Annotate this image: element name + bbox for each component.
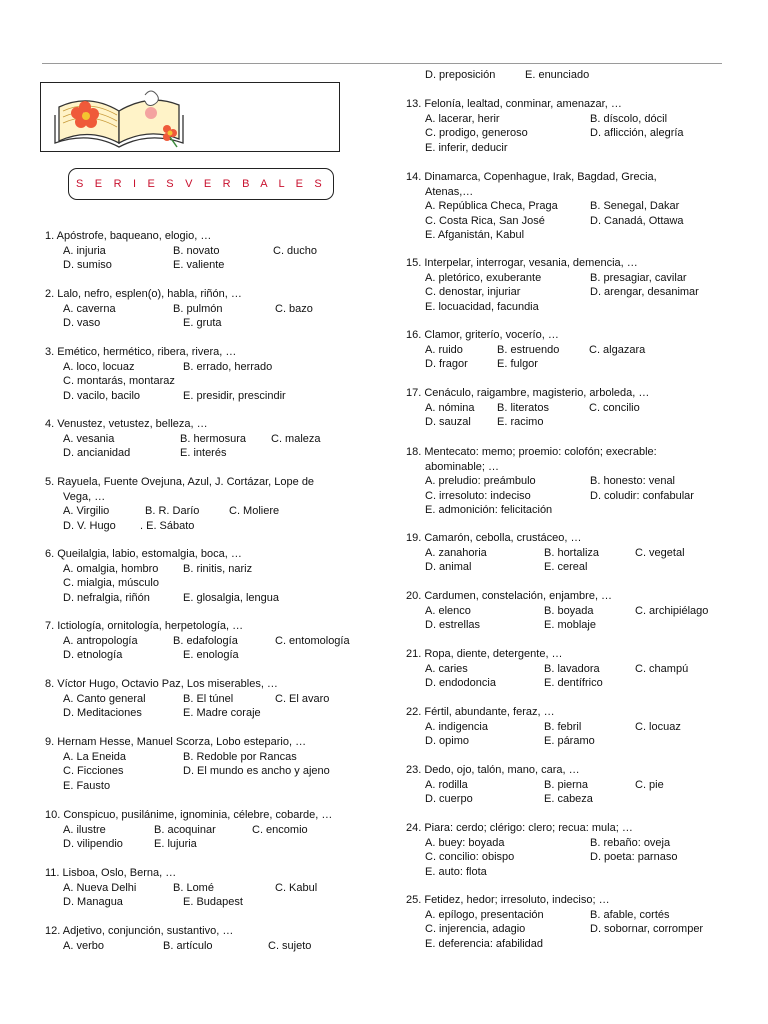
answer-option: D. aflicción, alegría: [590, 127, 684, 139]
answer-option: E. racimo: [497, 416, 544, 428]
answer-option: B. acoquinar: [154, 823, 216, 836]
answer-option: E. presidir, prescindir: [183, 389, 286, 402]
answer-option: A. caverna: [63, 302, 116, 315]
top-rule: [42, 63, 722, 64]
answer-option: B. pulmón: [173, 302, 223, 315]
question-stem: 2. Lalo, nefro, esplen(o), habla, riñón, …: [45, 288, 242, 300]
answer-option: D. preposición: [425, 69, 496, 81]
question-stem-continued: abominable; …: [425, 460, 499, 473]
question-stem: 21. Ropa, diente, detergente, …: [406, 648, 563, 660]
answer-option: B. artículo: [163, 939, 213, 952]
answer-option: B. pierna: [544, 778, 589, 791]
answer-option: A. ilustre: [63, 823, 106, 836]
answer-option: B. boyada: [544, 604, 594, 617]
answer-option: B. afable, cortés: [590, 908, 670, 921]
answer-option: C. concilio: obispo: [425, 851, 515, 863]
question-stem: 7. Ictiología, ornitología, herpetología, …: [45, 620, 244, 632]
answer-option: D. poeta: parnaso: [590, 851, 678, 863]
question-stem: 25. Fetidez, hedor; irresoluto, indeciso; …: [406, 894, 610, 906]
answer-option: B. lavadora: [544, 662, 600, 675]
answer-option: D. vacilo, bacilo: [63, 389, 141, 402]
question-stem: 10. Conspicuo, pusilánime, ignominia, célebre, cobarde, …: [45, 809, 333, 821]
answer-option: A. rodilla: [425, 778, 468, 791]
answer-option: E. admonición: felicitación: [425, 504, 553, 516]
answer-option: E. cabeza: [544, 793, 593, 805]
answer-option: E. fulgor: [497, 358, 538, 370]
answer-option: A. Canto general: [63, 692, 146, 705]
answer-option: D. arengar, desanimar: [590, 286, 699, 298]
answer-option: E. interés: [180, 447, 227, 459]
answer-option: B. Redoble por Rancas: [183, 750, 297, 763]
question-stem: 19. Camarón, cebolla, crustáceo, …: [406, 532, 582, 544]
question-stem: 23. Dedo, ojo, talón, mano, cara, …: [406, 764, 580, 776]
answer-option: C. sujeto: [268, 939, 312, 952]
answer-option: E. dentífrico: [544, 677, 603, 689]
question-stem: 8. Víctor Hugo, Octavio Paz, Los miserables, …: [45, 678, 278, 690]
answer-option: B. Lomé: [173, 881, 214, 894]
question-stem: 9. Hernam Hesse, Manuel Scorza, Lobo estepario, …: [45, 736, 307, 748]
answer-option: D. endodoncia: [425, 677, 496, 689]
question-stem: 1. Apóstrofe, baqueano, elogio, …: [45, 230, 212, 242]
answer-option: D. El mundo es ancho y ajeno: [183, 765, 330, 777]
answer-option: A. nómina: [425, 401, 475, 414]
answer-option: D. estrellas: [425, 619, 481, 631]
answer-option: D. ancianidad: [63, 447, 131, 459]
answer-option: C. vegetal: [635, 546, 685, 559]
answer-option: E. enología: [183, 649, 239, 661]
answer-option: B. edafología: [173, 634, 238, 647]
answer-option: A. La Eneida: [63, 750, 126, 763]
question-stem: 3. Emético, hermético, ribera, rivera, …: [45, 346, 237, 358]
answer-option: A. elenco: [425, 604, 471, 617]
answer-option: E. lujuria: [154, 838, 197, 850]
answer-option: D. etnología: [63, 649, 123, 661]
answer-option: C. Costa Rica, San José: [425, 214, 545, 227]
question-stem: 5. Rayuela, Fuente Ovejuna, Azul, J. Cortázar, Lope de: [45, 476, 315, 488]
answer-option: B. novato: [173, 244, 220, 257]
answer-option: A. vesania: [63, 432, 115, 445]
answer-option: C. maleza: [271, 432, 321, 445]
answer-option: B. errado, herrado: [183, 360, 273, 373]
answer-option: C. archipiélago: [635, 604, 709, 617]
answer-option: E. auto: flota: [425, 865, 487, 878]
answer-option: D. opimo: [425, 735, 470, 747]
answer-option: C. pie: [635, 778, 664, 791]
answer-option: A. República Checa, Praga: [425, 200, 558, 212]
answer-option: E. Budapest: [183, 896, 243, 908]
answer-option: B. literatos: [497, 401, 549, 414]
question-stem: 22. Fértil, abundante, feraz, …: [406, 706, 555, 718]
question-stem: 24. Piara: cerdo; clérigo: clero; recua: mula; …: [406, 822, 633, 834]
page-title: S E R I E S V E R B A L E S: [76, 178, 326, 190]
answer-option: E. cereal: [544, 561, 588, 573]
answer-option: E. moblaje: [544, 619, 596, 631]
answer-option: D. coludir: confabular: [590, 489, 694, 502]
answer-option: C. prodigo, generoso: [425, 127, 528, 139]
answer-option: D. V. Hugo: [63, 519, 116, 532]
answer-option: C. El avaro: [275, 692, 330, 705]
answer-option: D. animal: [425, 561, 472, 573]
answer-option: A. buey: boyada: [425, 836, 505, 849]
question-stem: 4. Venustez, vetustez, belleza, …: [45, 418, 208, 430]
answer-option: A. preludio: preámbulo: [425, 475, 536, 487]
answer-option: A. epílogo, presentación: [425, 908, 544, 921]
answer-option: E. gruta: [183, 317, 222, 329]
answer-option: B. febril: [544, 720, 582, 733]
answer-option: C. encomio: [252, 823, 308, 836]
answer-option: C. bazo: [275, 302, 313, 315]
answer-option: A. verbo: [63, 939, 104, 952]
answer-option: E. inferir, deducir: [425, 141, 508, 154]
answer-option: A. ruido: [425, 343, 463, 356]
answer-option: A. indigencia: [425, 720, 488, 733]
answer-option: B. presagiar, cavilar: [590, 271, 687, 284]
answer-option: B. díscolo, dócil: [590, 112, 668, 125]
question-stem: 14. Dinamarca, Copenhague, Irak, Bagdad, Grecia,: [406, 171, 657, 183]
answer-option: C. Moliere: [229, 505, 280, 517]
answer-option: E. glosalgia, lengua: [183, 591, 280, 604]
answer-option: B. hortaliza: [544, 546, 600, 559]
answer-option: A. antropología: [63, 634, 138, 647]
question-stem: 6. Queilalgia, labio, estomalgia, boca, …: [45, 548, 242, 560]
question-stem: 20. Cardumen, constelación, enjambre, …: [406, 590, 613, 602]
answer-option: D. Managua: [63, 896, 123, 908]
answer-option: E. Afganistán, Kabul: [425, 229, 525, 241]
answer-option: D. fragor: [425, 358, 468, 370]
question-stem: 15. Interpelar, interrogar, vesania, demencia, …: [406, 257, 638, 269]
question-stem: 13. Felonía, lealtad, conminar, amenazar, …: [406, 98, 622, 110]
answer-option: B. El túnel: [183, 692, 234, 705]
answer-option: B. Senegal, Dakar: [590, 200, 680, 212]
answer-option: C. Ficciones: [63, 765, 124, 777]
answer-option: C. champú: [635, 662, 689, 675]
answer-option: D. sauzal: [425, 416, 471, 428]
question-stem: 12. Adjetivo, conjunción, sustantivo, …: [45, 925, 234, 937]
question-stem: 16. Clamor, griterío, vocerío, …: [406, 329, 559, 341]
question-stem: 18. Mentecato: memo; proemio: colofón; execrable:: [406, 446, 657, 458]
answer-option: C. entomología: [275, 634, 350, 647]
answer-option: E. deferencia: afabilidad: [425, 937, 544, 950]
answer-option: A. omalgia, hombro: [63, 562, 159, 575]
question-stem: 17. Cenáculo, raigambre, magisterio, arboleda, …: [406, 387, 650, 399]
answer-option: E. páramo: [544, 735, 595, 747]
answer-option: B. hermosura: [180, 432, 247, 445]
answer-option: B. rebaño: oveja: [590, 836, 671, 849]
title-box: [68, 168, 334, 200]
answer-option: D. sumiso: [63, 259, 112, 271]
question-stem: 11. Lisboa, Oslo, Berna, …: [45, 867, 177, 879]
answer-option: C. locuaz: [635, 720, 681, 733]
answer-option: D. Canadá, Ottawa: [590, 214, 684, 227]
answer-option: B. honesto: venal: [590, 475, 676, 487]
answer-option: C. denostar, injuriar: [425, 286, 521, 298]
answer-option: C. injerencia, adagio: [425, 923, 526, 935]
answer-option: A. caries: [425, 662, 468, 675]
answer-option: D. vilipendio: [63, 838, 123, 850]
answer-option: A. injuria: [63, 244, 106, 257]
answer-option: B. rinitis, nariz: [183, 562, 253, 575]
answer-option: E. Fausto: [63, 779, 111, 792]
answer-option: D. cuerpo: [425, 793, 473, 805]
answer-option: C. montarás, montaraz: [63, 375, 175, 387]
answer-option: A. pletórico, exuberante: [425, 271, 542, 284]
question-stem-continued: Vega, …: [63, 490, 106, 503]
question-stem-continued: Atenas,…: [425, 185, 474, 198]
answer-option: E. Madre coraje: [183, 707, 261, 719]
answer-option: B. estruendo: [497, 343, 560, 356]
answer-option: C. mialgia, músculo: [63, 577, 159, 589]
answer-option: D. nefralgia, riñón: [63, 591, 150, 604]
answer-option: C. irresoluto: indeciso: [425, 489, 531, 502]
answer-option: D. Meditaciones: [63, 707, 142, 719]
answer-option: A. lacerar, herir: [425, 112, 500, 125]
answer-option: C. algazara: [589, 343, 646, 356]
answer-option: B. R. Darío: [145, 505, 200, 517]
answer-option: A. loco, locuaz: [63, 360, 135, 373]
open-book-flower-icon: [49, 85, 209, 149]
answer-option: A. zanahoria: [425, 546, 487, 559]
answer-option: . E. Sábato: [140, 519, 195, 532]
answer-option: A. Virgilio: [63, 505, 110, 517]
answer-option: C. concilio: [589, 401, 640, 414]
answer-option: D. sobornar, corromper: [590, 923, 704, 935]
answer-option: D. vaso: [63, 317, 101, 329]
answer-option: C. ducho: [273, 244, 318, 257]
answer-option: E. locuacidad, facundia: [425, 300, 539, 313]
answer-option: E. valiente: [173, 259, 225, 271]
answer-option: C. Kabul: [275, 881, 318, 894]
answer-option: E. enunciado: [525, 69, 590, 81]
header-illustration-box: [40, 82, 340, 152]
answer-option: A. Nueva Delhi: [63, 881, 137, 894]
